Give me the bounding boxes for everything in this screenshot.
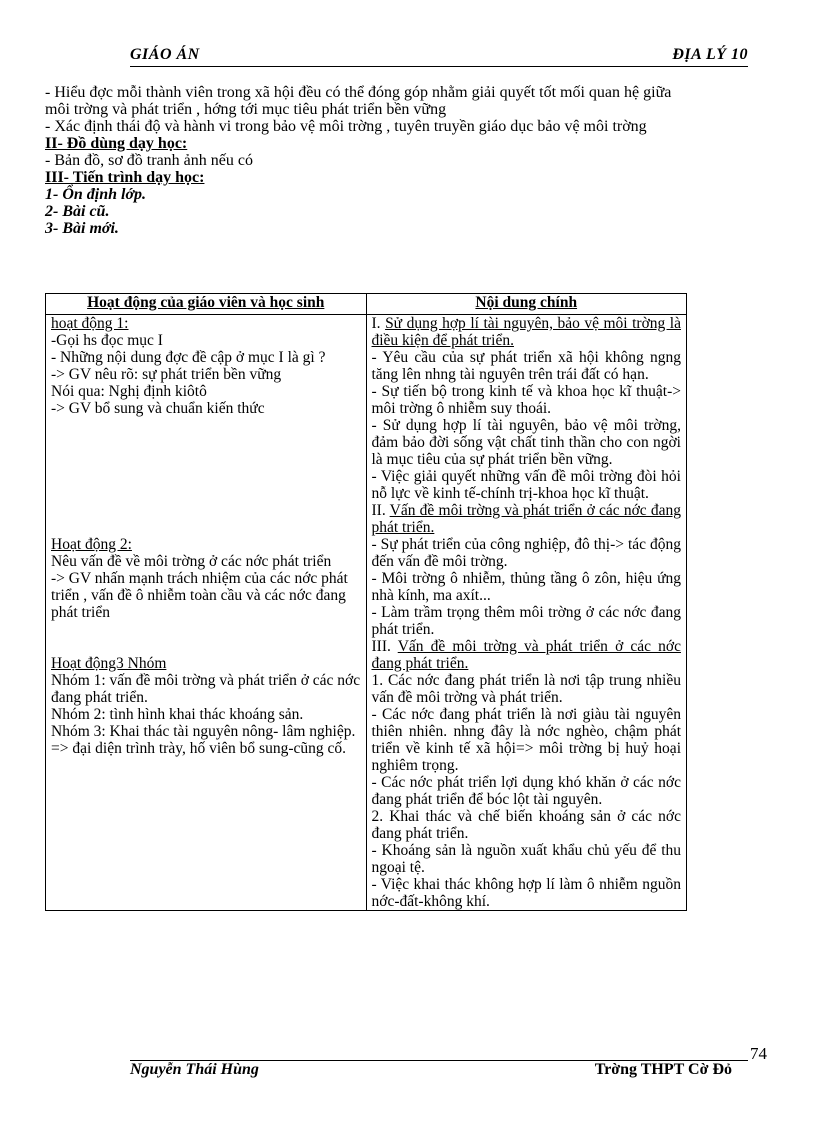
procedure-step: 3- Bài mới. bbox=[45, 220, 119, 237]
activity-line: Nói qua: Nghị định kiôtô bbox=[51, 383, 207, 400]
teacher-activities-cell bbox=[46, 315, 367, 911]
activity-line: -Gọi hs đọc mục I bbox=[51, 332, 163, 349]
heading-number: I. bbox=[371, 315, 386, 332]
activity-title: hoạt động 1: bbox=[51, 315, 129, 332]
column-header: Hoạt động của giáo viên và học sinh bbox=[46, 294, 367, 315]
content-line: 1. Các nớc đang phát triển là nơi tập trung nhiều vấn đề môi trờng và phát triển. bbox=[371, 672, 681, 706]
section-heading: III- Tiến trình dạy học: bbox=[45, 169, 205, 186]
procedure-step: 1- Ổn định lớp. bbox=[45, 186, 147, 203]
page-header bbox=[130, 46, 748, 67]
content-heading bbox=[372, 315, 682, 349]
activity-line: -> GV bổ sung và chuẩn kiến thức bbox=[51, 400, 265, 417]
spacer bbox=[51, 417, 361, 536]
activity-line: - Những nội dung đợc đề cập ở mục I là gì ? bbox=[51, 349, 326, 366]
content-line: - Các nớc đang phát triển là nơi giàu tài nguyên thiên nhiên. nhng đây là nớc nghèo, chậm phát triển về kinh tế xã hội=> môi trờng bị huỷ hoại nghiêm trọng. bbox=[371, 706, 681, 774]
content-line: - Việc khai thác không hợp lí làm ô nhiễm nguồn nớc-đất-không khí. bbox=[371, 876, 681, 910]
content-heading bbox=[372, 502, 682, 536]
heading-number: II. bbox=[371, 502, 390, 519]
heading-number: III. bbox=[371, 638, 398, 655]
table-header-row bbox=[46, 294, 687, 315]
footer-school: Trờng THPT Cờ Đỏ bbox=[594, 1061, 732, 1078]
page-number: 74 bbox=[750, 1044, 767, 1063]
objective-line: - Hiểu đợc mỗi thành viên trong xã hội đều có thể đóng góp nhằm giải quyết tốt mối quan hệ giữa môi trờng và phát triển , hớng tới mục tiêu phát triển bền vững bbox=[45, 84, 672, 118]
section-text: - Bản đồ, sơ đồ tranh ảnh nếu có bbox=[45, 152, 253, 169]
content-line: - Làm trầm trọng thêm môi trờng ở các nớc đang phát triển. bbox=[371, 604, 681, 638]
content-line: - Khoáng sản là nguồn xuất khẩu chủ yếu để thu ngoại tệ. bbox=[371, 842, 681, 876]
activity-line: Nhóm 3: Khai thác tài nguyên nông- lâm nghiệp. bbox=[51, 723, 356, 740]
content-line: 2. Khai thác và chế biến khoáng sản ở các nớc đang phát triển. bbox=[371, 808, 681, 842]
content-line: - Yêu cầu của sự phát triển xã hội không ngng tăng lên nhng tài nguyên trên trái đất có hạn. bbox=[371, 349, 681, 383]
section-heading: II- Đồ dùng dạy học: bbox=[45, 135, 188, 152]
procedure-step: 2- Bài cũ. bbox=[45, 203, 110, 220]
column-header: Nội dung chính bbox=[366, 294, 687, 315]
activity-line: Nêu vấn đề về môi trờng ở các nớc phát triển bbox=[51, 553, 332, 570]
activity-line: Nhóm 2: tình hình khai thác khoáng sản. bbox=[51, 706, 304, 723]
table-row bbox=[46, 315, 687, 911]
activity-title: Hoạt động3 Nhóm bbox=[51, 655, 167, 672]
lesson-table bbox=[45, 293, 687, 911]
heading-text: Vấn đề môi trờng và phát triển ở các nớc đang phát triển. bbox=[371, 502, 681, 536]
content-heading bbox=[372, 638, 682, 672]
lesson-body bbox=[45, 84, 695, 237]
heading-text: Sử dụng hợp lí tài nguyên, bảo vệ môi trờng là điều kiện để phát triển. bbox=[371, 315, 681, 349]
content-line: - Sự tiến bộ trong kinh tế và khoa học kĩ thuật-> môi trờng ô nhiễm suy thoái. bbox=[371, 383, 681, 417]
header-right-subject: ĐỊA LÝ 10 bbox=[672, 46, 748, 63]
content-line: - Môi trờng ô nhiễm, thủng tầng ô zôn, hiệu ứng nhà kính, ma axít... bbox=[371, 570, 681, 604]
content-line: - Việc giải quyết những vấn đề môi trờng đòi hỏi nỗ lực về kinh tế-chính trị-khoa học kĩ thuật. bbox=[371, 468, 681, 502]
activity-line: => đại diện trình trày, hố viên bổ sung-cũng cố. bbox=[51, 740, 346, 757]
activity-title: Hoạt động 2: bbox=[51, 536, 132, 553]
header-left-title: GIÁO ÁN bbox=[130, 46, 200, 63]
activity-line: -> GV nhấn mạnh trách nhiệm của các nớc phát triển , vấn đề ô nhiễm toàn cầu và các nớc đang phát triển bbox=[51, 570, 348, 621]
objective-line: - Xác định thái độ và hành vi trong bảo vệ môi trờng , tuyên truyền giáo dục bảo vệ môi trờng bbox=[45, 118, 647, 135]
activity-line: -> GV nêu rõ: sự phát triển bền vững bbox=[51, 366, 282, 383]
content-line: - Sự phát triển của công nghiệp, đô thị-> tác động đến vấn đề môi trờng. bbox=[371, 536, 681, 570]
main-content-cell bbox=[366, 315, 687, 911]
heading-text: Vấn đề môi trờng và phát triển ở các nớc đang phát triển. bbox=[371, 638, 681, 672]
spacer bbox=[51, 621, 361, 655]
activity-line: Nhóm 1: vấn đề môi trờng và phát triển ở các nớc đang phát triển. bbox=[51, 672, 361, 706]
content-line: - Các nớc phát triển lợi dụng khó khăn ở các nớc đang phát triển để bóc lột tài nguyên. bbox=[371, 774, 681, 808]
footer-author: Nguyễn Thái Hùng bbox=[130, 1061, 259, 1078]
content-line: - Sử dụng hợp lí tài nguyên, bảo vệ môi trờng, đảm bảo đời sống vật chất tinh thần cho con ngời là mục tiêu của sự phát triển bền vững. bbox=[371, 417, 681, 468]
